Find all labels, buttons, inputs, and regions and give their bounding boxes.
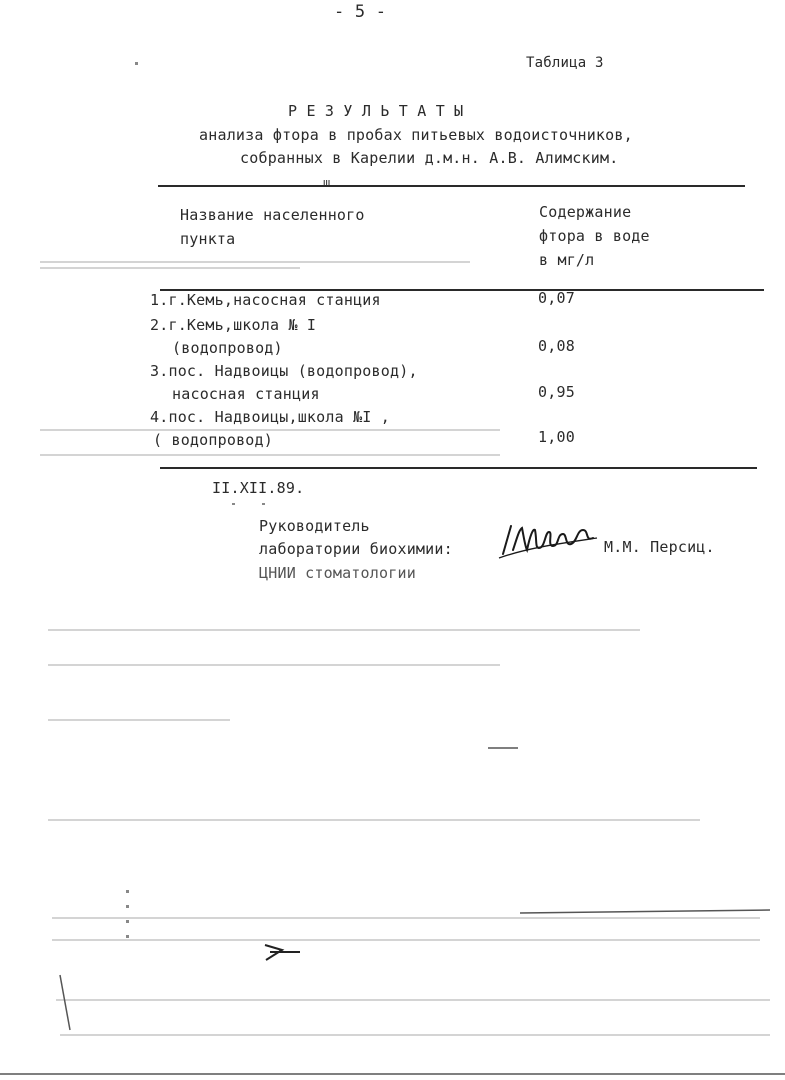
table-row-2-name-cont: (водопровод) bbox=[172, 339, 283, 357]
signature-title-3: ЦНИИ стоматологии bbox=[259, 564, 416, 582]
signature-title-2: лаборатории биохимии: bbox=[259, 540, 453, 558]
column-header-content-2: фтора в воде bbox=[539, 227, 650, 245]
rule-mark: ш bbox=[323, 176, 331, 190]
table-row-4-value: 1,00 bbox=[538, 428, 575, 446]
column-header-name-1: Название населенного bbox=[180, 206, 365, 224]
column-header-name-2: пункта bbox=[180, 230, 236, 248]
table-row-4-name: 4.пос. Надвоицы,школа №I , bbox=[150, 408, 390, 426]
signature-name: М.М. Персиц. bbox=[604, 538, 715, 556]
table-row-2-value: 0,08 bbox=[538, 337, 575, 355]
table-row-3-value: 0,95 bbox=[538, 383, 575, 401]
document-title: Р Е З У Л Ь Т А Т Ы bbox=[288, 102, 464, 120]
subtitle-line-2: собранных в Карелии д.м.н. А.В. Алимским. bbox=[240, 149, 619, 167]
signature-title-1: Руководитель bbox=[259, 517, 370, 535]
table-row-4-name-cont: ( водопровод) bbox=[153, 431, 273, 449]
table-row-3-name: 3.пос. Надвоицы (водопровод), bbox=[150, 362, 418, 380]
page-number: - 5 - bbox=[334, 2, 387, 22]
column-header-content-3: в мг/л bbox=[539, 251, 595, 269]
table-row-3-name-cont: насосная станция bbox=[172, 385, 320, 403]
table-label: Таблица 3 bbox=[526, 55, 604, 71]
column-header-content-1: Содержание bbox=[539, 203, 632, 221]
table-row-2-name: 2.г.Кемь,школа № I bbox=[150, 316, 317, 334]
document-date: II.XII.89. bbox=[212, 479, 305, 497]
table-row-1-name: 1.г.Кемь,насосная станция bbox=[150, 291, 381, 309]
table-row-1-value: 0,07 bbox=[538, 289, 575, 307]
subtitle-line-1: анализа фтора в пробах питьевых водоисточников, bbox=[199, 126, 633, 144]
